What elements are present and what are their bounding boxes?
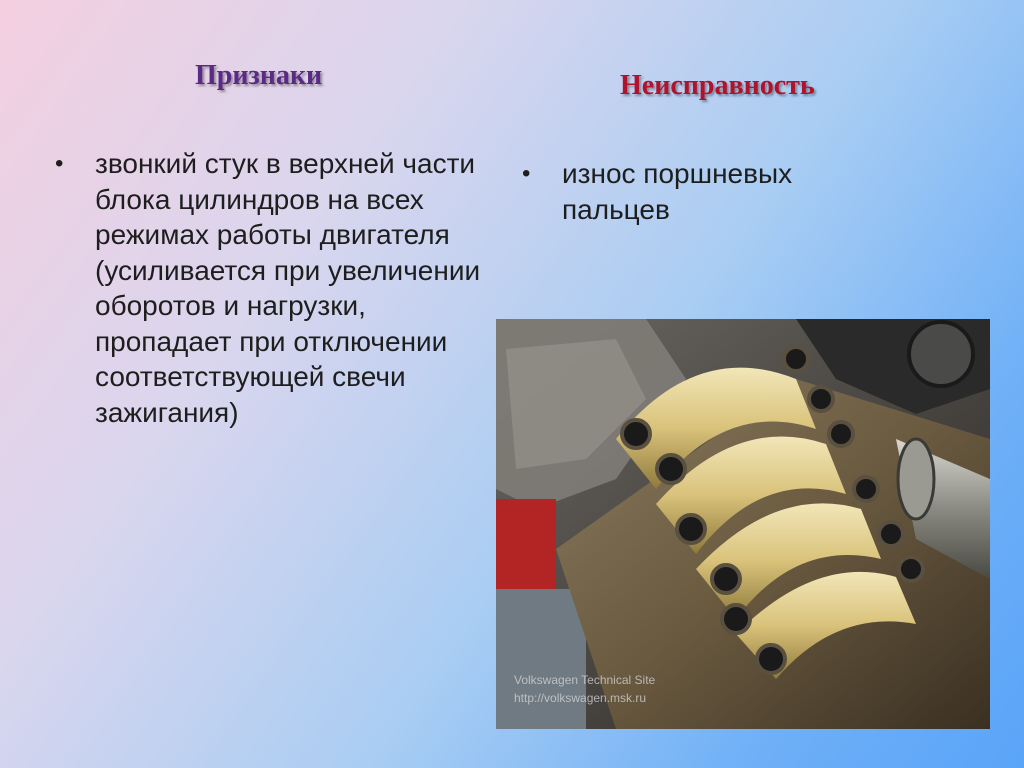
heading-symptoms: Признаки xyxy=(195,60,323,91)
list-item xyxy=(55,146,495,430)
fault-list xyxy=(522,156,862,227)
engine-block-photo xyxy=(496,319,990,729)
list-item xyxy=(522,156,862,227)
engine-block-illustration xyxy=(496,319,990,729)
watermark-line1: Volkswagen Technical Site xyxy=(514,673,656,687)
heading-fault: Неисправность xyxy=(620,70,815,101)
bullet-icon: • xyxy=(55,150,64,177)
symptom-text: звонкий стук в верхней части блока цилиндров на всех режимах работы двигателя (усиливается при увеличении оборотов и нагрузки, пропадает при отключении соответствующей свечи зажигания) xyxy=(95,148,481,428)
watermark-line2: http://volkswagen.msk.ru xyxy=(514,691,647,705)
symptoms-list xyxy=(55,146,495,430)
fault-text: износ поршневых пальцев xyxy=(562,158,793,225)
bullet-icon: • xyxy=(522,160,531,187)
